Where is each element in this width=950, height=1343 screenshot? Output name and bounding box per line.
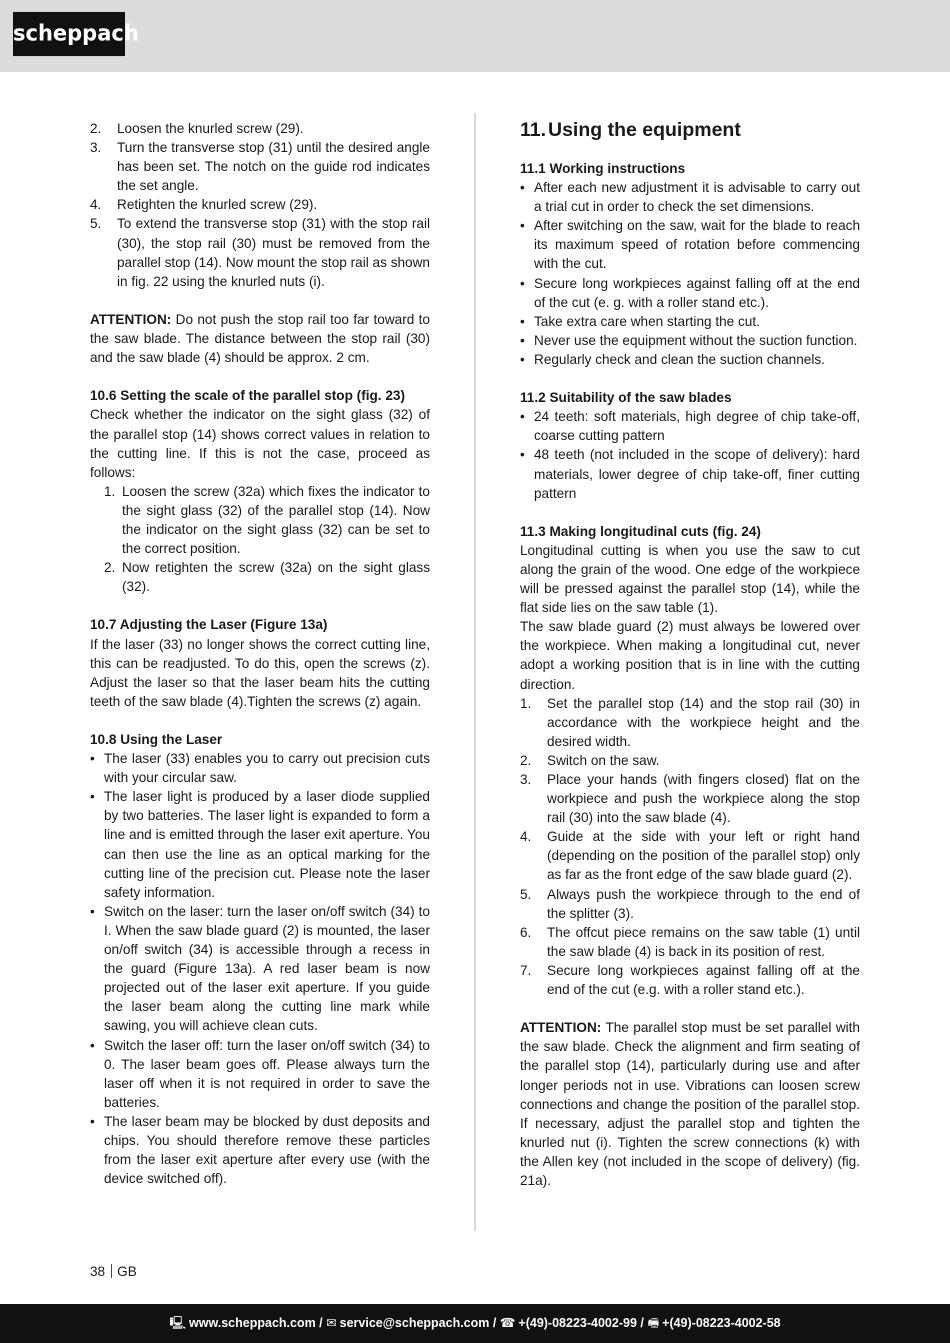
list-item: • Switch the laser off: turn the laser on/off switch (34) to 0. The laser beam goes off. Please always turn the laser off when it is not required in order to save the batteries. (90, 1037, 430, 1110)
attention-label: ATTENTION: (520, 1020, 602, 1036)
list-item: • After switching on the saw, wait for the blade to reach its maximum speed of rotation before commencing with the cut. (520, 218, 860, 272)
section-heading-10-7: 10.7 Adjusting the Laser (Figure 13a) (90, 617, 328, 633)
steps-list-11-3 (520, 694, 860, 1000)
bullet-list-11-2 (520, 407, 860, 502)
page-number: 38 GB (90, 1264, 137, 1279)
list-item: • After each new adjustment it is advisable to carry out a trial cut in order to check the set dimensions. (520, 180, 860, 215)
chapter-heading: 11. Using the equipment (520, 119, 741, 141)
page-footer (0, 1304, 950, 1343)
list-item: 7. Secure long workpieces against falling off at the end of the cut (e.g. with a roller stand etc.). (520, 962, 860, 998)
page-header (0, 0, 950, 72)
left-column (90, 119, 430, 1188)
attention-paragraph: ATTENTION: The parallel stop must be set parallel with the saw blade. Check the alignment and firm seating of the parallel stop (14), particularly during use and after longer periods not in use. Vibrations can loosen screw connections and change the position of the parallel stop. If necessary, adjust the parallel stop and tighten the knurled nut (i). Tighten the screw connections (k) with the Allen key (not included in the scope of delivery) (fig. 21a). (520, 1020, 860, 1188)
list-item: 3. Turn the transverse stop (31) until the desired angle has been set. The notch on the guide rod indicates the set angle. (90, 140, 430, 194)
computer-icon: 🖳 (169, 1316, 187, 1330)
steps-list-10-6 (90, 482, 430, 597)
section-text: Longitudinal cutting is when you use the saw to cut along the grain of the wood. One edge of the workpiece will be pressed against the parallel stop (14), while the flat side lies on the saw table (1). (520, 542, 860, 616)
fax-icon: 🖷 (647, 1316, 660, 1330)
list-item: 2. Switch on the saw. (520, 752, 660, 768)
section-text: Check whether the indicator on the sight glass (32) of the parallel stop (14) shows correct values in relation to the cutting line. If this is not the case, proceed as follows: (90, 407, 430, 480)
section-heading-11-2: 11.2 Suitability of the saw blades (520, 390, 732, 406)
list-item: 4. Guide at the side with your left or right hand (depending on the position of the parallel stop) only as far as the front edge of the saw blade guard (2). (520, 829, 860, 883)
column-divider (474, 113, 476, 1231)
steps-list-a (90, 119, 430, 291)
list-item: • The laser light is produced by a laser diode supplied by two batteries. The laser light is expanded to form a line and is emitted through the laser exit aperture. You can then use the line as an optical marking for the cutting line of the precision cut. Please note the laser safety information. (90, 789, 430, 900)
list-item: • 48 teeth (not included in the scope of delivery): hard materials, lower degree of chip take-off, finer cutting pattern (520, 447, 860, 501)
list-item: • The laser beam may be blocked by dust deposits and chips. You should therefore remove these particles from the laser exit aperture after every use (with the device switched off). (90, 1113, 430, 1187)
section-text: If the laser (33) no longer shows the correct cutting line, this can be readjusted. To do this, open the screws (z). Adjust the laser so that the laser beam hits the cutting teeth of the saw blade (4).Tighten the screws (z) again. (90, 636, 430, 709)
bullet-list-10-8 (90, 749, 430, 1188)
section-heading-10-6: 10.6 Setting the scale of the parallel stop (fig. 23) (90, 388, 405, 404)
list-item: 2. Now retighten the screw (32a) on the sight glass (32). (104, 560, 430, 595)
list-item: • Secure long workpieces against falling off at the end of the cut (e. g. with a roller stand etc.). (520, 275, 860, 310)
list-item: • Switch on the laser: turn the laser on/off switch (34) to I. When the saw blade guard (2) is mounted, the laser on/off switch (34) is accessible through a recess in the guard (Figure 13a). A red laser beam is now projected out of the laser exit aperture. If you guide the laser beam along the cutting line mark while sawing, you will achieve clean cuts. (90, 903, 430, 1034)
attention-paragraph: ATTENTION: Do not push the stop rail too far toward to the saw blade. The distance between the stop rail (30) and the saw blade (4) should be approx. 2 cm. (90, 311, 430, 366)
section-heading-11-3: 11.3 Making longitudinal cuts (fig. 24) (520, 523, 761, 539)
list-item: 6. The offcut piece remains on the saw table (1) until the saw blade (4) is back in its position of rest. (520, 924, 860, 959)
list-item: 5. Always push the workpiece through to the end of the splitter (3). (520, 886, 860, 921)
section-heading-11-1: 11.1 Working instructions (520, 161, 686, 176)
footer-web: www.scheppach.com / (189, 1316, 323, 1330)
list-item: 1. Loosen the screw (32a) which fixes the indicator to the sight glass (32) of the parallel stop (14). Now the indicator on the sight glass (32) can be set to the correct position. (104, 483, 430, 557)
list-item: • Never use the equipment without the suction function. (520, 332, 858, 348)
list-item: • The laser (33) enables you to carry out precision cuts with your circular saw. (90, 751, 430, 786)
bullet-list-11-1 (520, 178, 860, 369)
mail-icon: ✉ (326, 1316, 337, 1330)
list-item: 1. Set the parallel stop (14) and the stop rail (30) in accordance with the workpiece height and the desired width. (520, 695, 860, 749)
list-item: 2. Loosen the knurled screw (29). (90, 121, 304, 136)
scheppach-logo: scheppach (13, 12, 125, 56)
list-item: 4. Retighten the knurled screw (29). (90, 197, 318, 213)
list-item: 5. To extend the transverse stop (31) with the stop rail (30), the stop rail (30) must be removed from the parallel stop (14). Now mount the stop rail as shown in fig. 22 using the knurled nuts (i). (90, 216, 430, 289)
footer-phone: +(49)-08223-4002-99 / (518, 1316, 644, 1330)
list-item: • Take extra care when starting the cut. (520, 313, 760, 329)
list-item: 3. Place your hands (with fingers closed) flat on the workpiece and push the workpiece along the stop rail (30) into the saw blade (4). (520, 772, 860, 826)
list-item: • Regularly check and clean the suction channels. (520, 351, 825, 367)
footer-fax: +(49)-08223-4002-58 (662, 1316, 781, 1330)
attention-label: ATTENTION: (90, 311, 172, 327)
footer-email: service@scheppach.com / (339, 1316, 497, 1330)
section-text: The saw blade guard (2) must always be lowered over the workpiece. When making a longitudinal cut, never adopt a working position that is in line with the cutting direction. (520, 619, 860, 692)
phone-icon: ☎ (499, 1316, 516, 1330)
right-column (520, 119, 860, 1190)
section-heading-10-8: 10.8 Using the Laser (90, 732, 223, 747)
list-item: • 24 teeth: soft materials, high degree of chip take-off, coarse cutting pattern (520, 409, 860, 444)
